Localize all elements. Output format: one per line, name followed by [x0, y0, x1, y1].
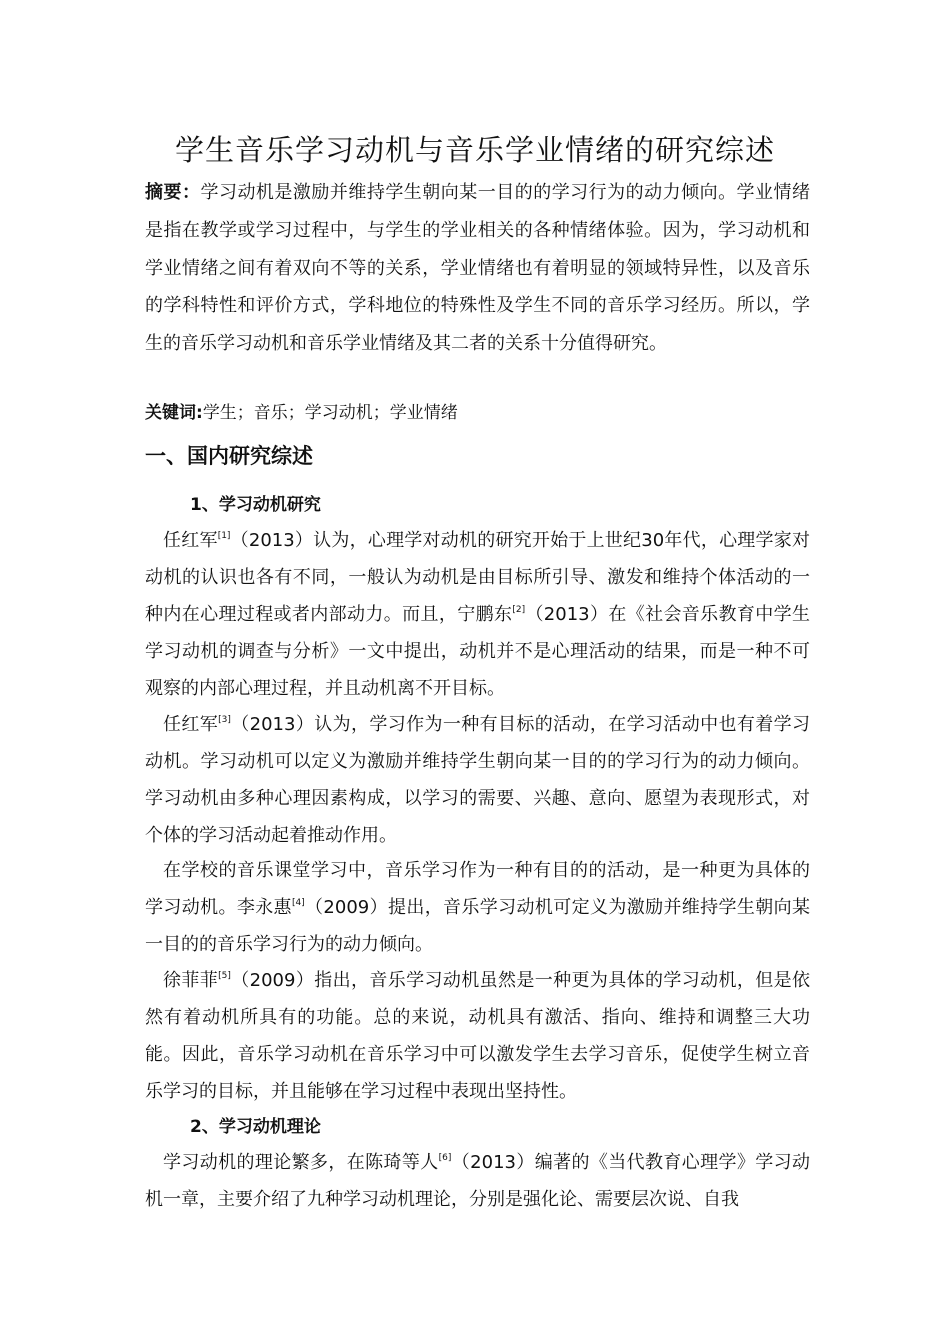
paragraph-text: （2009）提出，音乐学习动机可定义为激励并维持学生朝向某一目的的音乐学习行为的动力倾向。 [145, 897, 811, 955]
paragraph-text: （2013）编著的《当代教育心理学》学习动机一章，主要介绍了九种学习动机理论，分别是强化论、需要层次说、自我 [145, 1152, 810, 1210]
paragraph-text: （2013）认为，心理学对动机的研究开始于上世纪30年代，心理学家对动机的认识也各有不同，一般认为动机是由目标所引导、激发和维持个体活动的一种内在心理过程或者内部动力。而且，宁鹏东 [145, 530, 810, 625]
paragraph-5 [145, 1144, 810, 1218]
paragraph-text: 任红军 [163, 530, 218, 551]
paragraph-text: （2013）认为，学习作为一种有目标的活动，在学习活动中也有着学习动机。学习动机可以定义为激励并维持学生朝向某一目的的学习行为的动力倾向。学习动机由多种心理因素构成，以学习的需要、兴趣、意向、愿望为表现形式，对个体的学习活动起着推动作用。 [145, 714, 811, 846]
citation-ref: [1] [217, 531, 231, 541]
keywords [145, 395, 810, 432]
subsection-heading-motivation-theory: 2、学习动机理论 [190, 1117, 321, 1137]
paragraph-text: （2013）在《社会音乐教育中学生学习动机的调查与分析》一文中提出，动机并不是心理活动的结果，而是一种不可观察的内部心理过程，并且动机离不开目标。 [145, 604, 811, 699]
paragraph-4 [145, 962, 810, 1110]
paragraph-text: 学习动机的理论繁多，在陈琦等人 [163, 1152, 439, 1173]
abstract-label: 摘要： [145, 182, 201, 203]
abstract [145, 174, 810, 363]
paragraph-2 [145, 706, 810, 854]
document-title: 学生音乐学习动机与音乐学业情绪的研究综述 [174, 133, 775, 167]
keywords-text: 学生；音乐；学习动机；学业情绪 [202, 403, 458, 423]
subsection-heading-motivation-research: 1、学习动机研究 [190, 495, 321, 515]
paragraph-1 [145, 522, 810, 707]
citation-ref: [6] [438, 1153, 452, 1163]
citation-ref: [3] [218, 715, 231, 725]
paragraph-3 [145, 852, 810, 963]
paragraph-text: 徐菲菲 [163, 970, 219, 991]
paragraph-text: （2009）指出，音乐学习动机虽然是一种更为具体的学习动机，但是依然有着动机所具有的功能。总的来说，动机具有激活、指向、维持和调整三大功能。因此，音乐学习动机在音乐学习中可以激发学生去学习音乐，促使学生树立音乐学习的目标，并且能够在学习过程中表现出坚持性。 [145, 970, 811, 1102]
citation-ref: [4] [291, 898, 305, 908]
citation-ref: [2] [512, 605, 526, 615]
paragraph-text: 在学校的音乐课堂学习中，音乐学习作为一种有目的的活动，是一种更为具体的学习动机。李永惠 [145, 860, 810, 918]
citation-ref: [5] [218, 971, 231, 981]
paragraph-text: 任红军 [163, 714, 219, 735]
keywords-label: 关键词: [145, 403, 203, 423]
abstract-text: 学习动机是激励并维持学生朝向某一目的的学习行为的动力倾向。学业情绪是指在教学或学习过程中，与学生的学业相关的各种情绪体验。因为，学习动机和学业情绪之间有着双向不等的关系，学业情绪也有着明显的领域特异性，以及音乐的学科特性和评价方式，学科地位的特殊性及学生不同的音乐学习经历。所以，学生的音乐学习动机和音乐学业情绪及其二者的关系十分值得研究。 [145, 182, 811, 355]
section-heading: 一、国内研究综述 [145, 444, 313, 468]
